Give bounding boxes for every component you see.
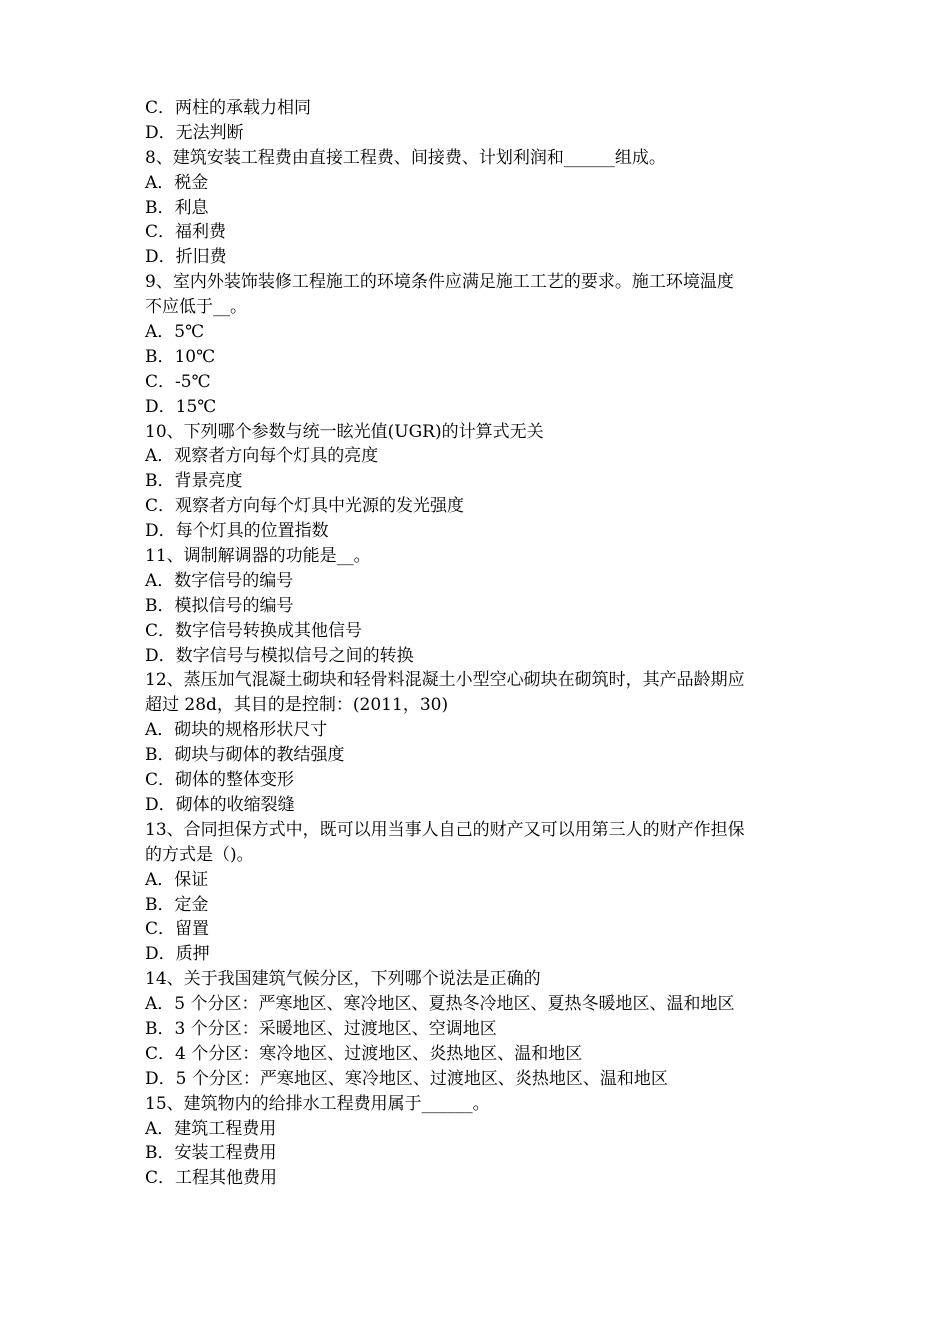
option-b: B．安装工程费用 — [145, 1143, 277, 1164]
option-c: C．-5℃ — [145, 371, 211, 392]
option-c: C．留置 — [145, 919, 210, 940]
option-b: B．定金 — [145, 894, 209, 915]
option-c: C．4 个分区：寒冷地区、过渡地区、炎热地区、温和地区 — [145, 1043, 583, 1064]
question-14: 14、关于我国建筑气候分区，下列哪个说法是正确的 — [145, 969, 541, 990]
option-c: C．工程其他费用 — [145, 1168, 278, 1189]
option-b: B．10℃ — [145, 346, 216, 367]
question-9: 9、室内外装饰装修工程施工的环境条件应满足施工工艺的要求。施工环境温度 — [145, 272, 734, 293]
option-d: D．5 个分区：严寒地区、寒冷地区、过渡地区、炎热地区、温和地区 — [145, 1068, 668, 1089]
option-a: A．数字信号的编号 — [145, 570, 294, 591]
question-8: 8、建筑安装工程费由直接工程费、间接费、计划利润和______组成。 — [145, 147, 666, 168]
option-a: A．建筑工程费用 — [145, 1118, 277, 1139]
text-line: D．无法判断 — [145, 122, 244, 143]
question-11: 11、调制解调器的功能是__。 — [145, 546, 371, 567]
option-c: C．观察者方向每个灯具中光源的发光强度 — [145, 496, 465, 517]
option-d: D．每个灯具的位置指数 — [145, 521, 329, 542]
option-c: C．福利费 — [145, 222, 227, 243]
question-12: 12、蒸压加气混凝土砌块和轻骨料混凝土小型空心砌块在砌筑时，其产品龄期应 — [145, 670, 745, 691]
option-d: D．15℃ — [145, 396, 217, 417]
question-10: 10、下列哪个参数与统一眩光值(UGR)的计算式无关 — [145, 421, 544, 442]
option-a: A．税金 — [145, 172, 209, 193]
option-b: B．利息 — [145, 197, 209, 218]
question-9-cont: 不应低于__。 — [145, 297, 247, 318]
option-d: D．砌体的收缩裂缝 — [145, 794, 295, 815]
option-b: B．模拟信号的编号 — [145, 595, 294, 616]
option-a: A．砌块的规格形状尺寸 — [145, 720, 328, 741]
text-line: C．两柱的承载力相同 — [145, 98, 312, 118]
option-a: A．保证 — [145, 869, 209, 890]
option-d: D．质押 — [145, 944, 210, 965]
option-c: C．数字信号转换成其他信号 — [145, 620, 363, 641]
option-b: B．3 个分区：采暖地区、过渡地区、空调地区 — [145, 1018, 497, 1039]
option-a: A．5 个分区：严寒地区、寒冷地区、夏热冬冷地区、夏热冬暖地区、温和地区 — [145, 994, 735, 1015]
option-c: C．砌体的整体变形 — [145, 770, 295, 791]
option-d: D．数字信号与模拟信号之间的转换 — [145, 645, 414, 666]
option-d: D．折旧费 — [145, 247, 227, 268]
question-13-cont: 的方式是（)。 — [145, 844, 254, 865]
option-b: B．背景亮度 — [145, 471, 243, 492]
option-a: A．观察者方向每个灯具的亮度 — [145, 446, 379, 467]
option-b: B．砌块与砌体的教结强度 — [145, 745, 345, 766]
question-15: 15、建筑物内的给排水工程费用属于______。 — [145, 1093, 490, 1114]
option-a: A．5℃ — [145, 322, 205, 343]
question-12-cont: 超过 28d，其目的是控制：(2011，30) — [145, 695, 449, 716]
question-13: 13、合同担保方式中，既可以用当事人自己的财产又可以用第三人的财产作担保 — [145, 819, 745, 840]
document-page — [145, 96, 825, 1191]
